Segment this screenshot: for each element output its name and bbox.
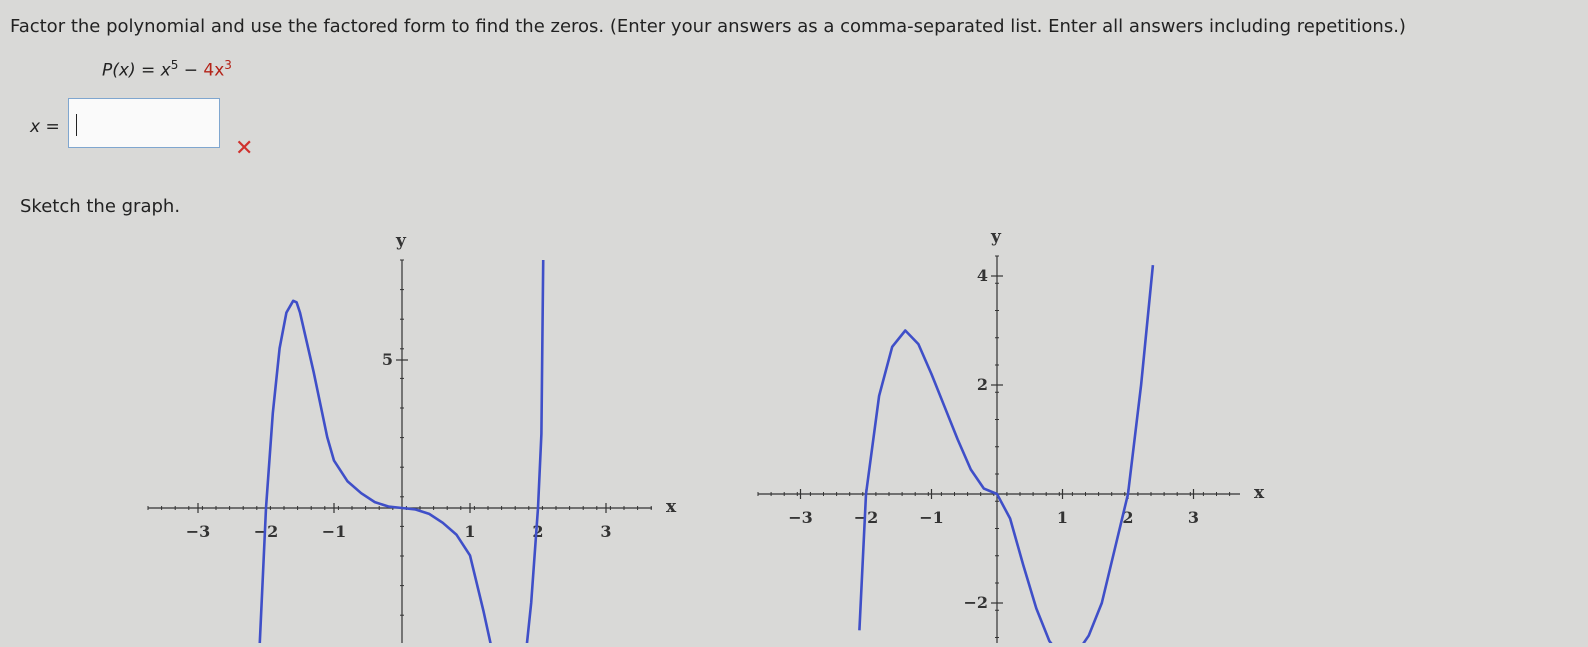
y-tick-label: 4 xyxy=(976,266,988,285)
function-curve xyxy=(859,265,1153,643)
x-mark-icon: ✕ xyxy=(235,136,254,161)
polynomial-lhs: P(x) xyxy=(102,60,136,81)
x-tick-label: 3 xyxy=(600,522,612,541)
y-tick-label: 5 xyxy=(381,350,393,369)
graph-option-2[interactable] xyxy=(750,218,1310,647)
polynomial-equals: = xyxy=(140,60,156,81)
sketch-prompt: Sketch the graph. xyxy=(20,196,181,217)
x-tick-label: −3 xyxy=(185,522,211,541)
text-caret xyxy=(76,114,77,136)
x-tick-label: −3 xyxy=(788,508,813,527)
x-tick-label: −1 xyxy=(321,522,347,541)
x-tick-label: 2 xyxy=(532,522,544,541)
y-axis-label: y xyxy=(396,231,406,251)
x-axis-label: x xyxy=(1254,483,1265,503)
graph-2-svg xyxy=(750,218,1310,643)
polynomial-expression xyxy=(102,58,232,81)
polynomial-operator: − xyxy=(183,60,198,81)
x-tick-label: −1 xyxy=(919,508,944,527)
graph-1-svg xyxy=(140,218,700,643)
x-tick-label: 2 xyxy=(1122,508,1134,527)
x-tick-label: 1 xyxy=(1056,508,1069,527)
x-tick-label: −2 xyxy=(253,522,279,541)
x-tick-label: 3 xyxy=(1187,508,1200,527)
question-text: Factor the polynomial and use the factored form to find the zeros. (Enter your answers as a comma-separated list. Enter all answers including repetitions.) xyxy=(10,16,1406,37)
zeros-answer-input[interactable] xyxy=(68,98,220,148)
graph-option-1[interactable] xyxy=(140,218,700,647)
answer-label: x = xyxy=(30,117,60,137)
y-tick-label: −2 xyxy=(963,593,988,612)
polynomial-term2: 4x xyxy=(203,60,225,81)
y-axis-label: y xyxy=(991,227,1001,247)
x-tick-label: 1 xyxy=(464,522,476,541)
polynomial-term1: x xyxy=(160,60,171,81)
polynomial-exp2: 3 xyxy=(224,58,232,72)
y-tick-label: 2 xyxy=(976,375,988,394)
x-tick-label: −2 xyxy=(853,508,879,527)
polynomial-exp1: 5 xyxy=(170,58,179,72)
x-axis-label: x xyxy=(666,497,677,517)
